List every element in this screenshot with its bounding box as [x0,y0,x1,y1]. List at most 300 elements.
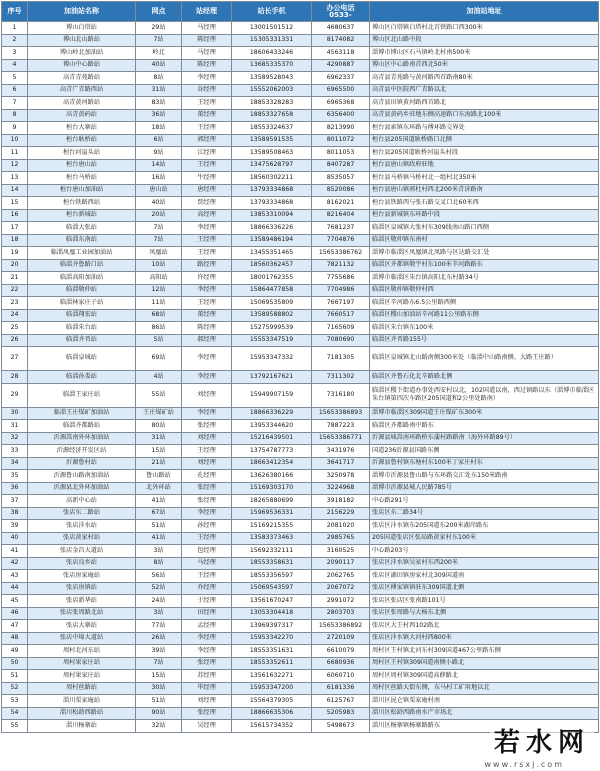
table-row [2,197,599,210]
table-row [2,47,599,60]
cell-mobile: 13001501512 [232,22,312,35]
cell-address: 张店区湖田镇房家村北309国道南 [370,570,599,583]
cell-manager: 王经理 [182,570,232,583]
cell-seq: 31 [2,420,28,433]
cell-mobile: 15069543597 [232,582,312,595]
cell-seq: 36 [2,482,28,495]
table-row [2,407,599,420]
cell-region: 高阳站 [136,272,182,285]
cell-address: 高青县黄码乡驻地东侧高速路口东海路北100米 [370,109,599,122]
cell-name: 周村果家庄站 [28,657,136,670]
cell-mobile: 18853328283 [232,97,312,110]
cell-seq: 54 [2,707,28,720]
cell-seq: 53 [2,695,28,708]
table-row [2,22,599,35]
cell-name: 桓台大寨站 [28,122,136,135]
table-row [2,657,599,670]
cell-region: 24站 [136,595,182,608]
cell-name: 周村北河东站 [28,645,136,658]
cell-seq: 2 [2,34,28,47]
cell-mobile: 13589508463 [232,147,312,160]
cell-region: 唐山站 [136,184,182,197]
cell-mobile: 15169303170 [232,482,312,495]
cell-mobile: 15953347200 [232,682,312,695]
cell-seq: 14 [2,184,28,197]
header-region: 网点 [136,2,182,22]
cell-mobile: 15553347519 [232,334,312,347]
cell-name: 沂源嵩南外环加油站 [28,432,136,445]
cell-mobile: 15949907159 [232,383,312,407]
cell-mobile: 13953344620 [232,420,312,433]
cell-mobile: 13589528043 [232,72,312,85]
cell-manager: 郝经理 [182,334,232,347]
cell-office: 8011072 [312,134,370,147]
cell-address: 临淄区齐晋路155号 [370,334,599,347]
cell-region: 9站 [136,147,182,160]
cell-mobile: 13853310094 [232,209,312,222]
cell-mobile: 18866635306 [232,707,312,720]
cell-address: 张店区张周路与大杨东北侧 [370,607,599,620]
cell-seq: 10 [2,134,28,147]
cell-mobile: 13685335370 [232,59,312,72]
table-row [2,707,599,720]
cell-address: 沂源县鲁村镇东塘村东100米丁家庄村东 [370,457,599,470]
cell-mobile: 13589591535 [232,134,312,147]
cell-manager: 张经理 [182,420,232,433]
cell-office: 2090117 [312,557,370,570]
cell-address: 桓台县唐山镇政府驻地 [370,159,599,172]
cell-mobile: 13754787773 [232,445,312,458]
cell-mobile: 18853327658 [232,109,312,122]
cell-office: 7755686 [312,272,370,285]
cell-region: 8站 [136,557,182,570]
cell-seq: 17 [2,222,28,235]
cell-manager: 李经理 [182,222,232,235]
table-row [2,445,599,458]
cell-office: 4563118 [312,47,370,60]
cell-manager: 郭经理 [182,134,232,147]
cell-region: 41站 [136,532,182,545]
cell-office: 6060710 [312,670,370,683]
cell-office: 2803703 [312,607,370,620]
header-name: 加油站名称 [28,2,136,22]
cell-name: 临淄齐晋站 [28,334,136,347]
table-row [2,383,599,407]
cell-name: 张店沣水站 [28,520,136,533]
cell-address: 临淄区辛河路东6.5公里路西侧 [370,297,599,310]
cell-mobile: 18560302211 [232,172,312,185]
cell-name: 桓台马桥站 [28,172,136,185]
table-row [2,222,599,235]
cell-seq: 3 [2,47,28,60]
cell-address: 桓台县205国道耿桥路口北侧 [370,134,599,147]
cell-region: 北外环站 [136,482,182,495]
cell-region: 51站 [136,520,182,533]
cell-address: 张店区张店区张南路101号 [370,595,599,608]
header-office-line2: 0533- [329,10,352,19]
cell-address: 桓台县唐山镇郭杜村西北200米青济路南 [370,184,599,197]
cell-address: 中心路203号 [370,545,599,558]
table-row [2,347,599,371]
cell-name: 临淄东南站 [28,234,136,247]
cell-manager: 李经理 [182,284,232,297]
cell-mobile: 18265880699 [232,495,312,508]
cell-mobile: 15552062003 [232,84,312,97]
cell-region: 26站 [136,632,182,645]
cell-office: 3431976 [312,445,370,458]
cell-manager: 吴经理 [182,720,232,733]
table-body [2,22,599,733]
cell-name: 桓台耿桥站 [28,134,136,147]
cell-address: 博山区白塔镇白塔村北首铁路口西300米 [370,22,599,35]
table-row [2,371,599,384]
cell-mobile: 15275999539 [232,322,312,335]
cell-region: 68站 [136,309,182,322]
cell-address: 淄博市临淄区凤凰镇北凤路与区达路交汇处 [370,247,599,260]
cell-mobile: 18606433246 [232,47,312,60]
cell-mobile: 13053304418 [232,607,312,620]
cell-mobile: 15953342270 [232,632,312,645]
cell-address: 张店区沣水镇大河村西800米 [370,632,599,645]
cell-seq: 52 [2,682,28,695]
cell-address: 临淄区敬仲镇敬仲村西 [370,284,599,297]
table-row [2,470,599,483]
cell-name: 高青青苑路站 [28,72,136,85]
cell-manager: 江经理 [182,147,232,160]
cell-region: 40站 [136,197,182,210]
cell-mobile: 15615734352 [232,720,312,733]
cell-name: 高新中心站 [28,495,136,508]
cell-mobile: 13561670247 [232,595,312,608]
cell-address: 博山区北山路中段 [370,34,599,47]
cell-manager: 李经理 [182,507,232,520]
header-manager: 站经理 [182,2,232,22]
cell-seq: 40 [2,532,28,545]
cell-name: 博山中心路站 [28,59,136,72]
cell-office: 8520086 [312,184,370,197]
table-row [2,457,599,470]
cell-address: 桓台县205国道耿桥河崖头村段 [370,147,599,160]
header-mobile: 站长手机 [232,2,312,22]
cell-address: 张店区大王村西102路北 [370,620,599,633]
cell-address: 临淄区皇城镇大张村东309线南山路口西侧 [370,222,599,235]
cell-seq: 50 [2,657,28,670]
cell-seq: 19 [2,247,28,260]
cell-manager: 刘经理 [182,695,232,708]
cell-office: 6965500 [312,84,370,97]
cell-seq: 28 [2,371,28,384]
cell-manager: 陈经理 [182,322,232,335]
cell-region: 10站 [136,259,182,272]
cell-mobile: 13793334868 [232,184,312,197]
cell-mobile: 18553356597 [232,570,312,583]
cell-name: 沂源县北外环加油站 [28,482,136,495]
cell-region: 鲁山路站 [136,470,182,483]
cell-manager: 路经理 [182,259,232,272]
cell-name: 张店良乡站 [28,557,136,570]
cell-address: 淄博市沂源县鲁山路与东环路交汇处东150米路南 [370,470,599,483]
cell-region: 40站 [136,59,182,72]
cell-address: 沂源县城嵩南环路桥东蒲村路路南（海外环路89号） [370,432,599,445]
table-row [2,247,599,260]
cell-manager: 贾经理 [182,197,232,210]
table-row [2,632,599,645]
cell-name: 临淄林家庄子站 [28,297,136,310]
cell-manager: 王经理 [182,297,232,310]
cell-address: 淄川区杨寨镇杨寨路路东 [370,720,599,733]
cell-seq: 30 [2,407,28,420]
cell-address: 博山区中心路南首西北50米 [370,59,599,72]
cell-name: 临淄王家庄站 [28,383,136,407]
cell-address: 临淄区齐鲁石化北辛路路北侧 [370,371,599,384]
cell-mobile: 13792167621 [232,371,312,384]
cell-name: 张店房家庵站 [28,570,136,583]
cell-seq: 48 [2,632,28,645]
cell-manager: 刘经理 [182,383,232,407]
cell-office: 7704876 [312,234,370,247]
cell-office: 15653386771 [312,432,370,445]
cell-region: 86站 [136,322,182,335]
cell-seq: 12 [2,159,28,172]
cell-office: 2720109 [312,632,370,645]
cell-mobile: 13589588802 [232,309,312,322]
cell-region: 15站 [136,445,182,458]
cell-office: 5498673 [312,720,370,733]
cell-seq: 13 [2,172,28,185]
cell-office: 3224968 [312,482,370,495]
cell-address: 周村区周村镇309国道高薛路北 [370,670,599,683]
cell-manager: 王经理 [182,234,232,247]
cell-office: 7181305 [312,347,370,371]
cell-mobile: 13561632271 [232,670,312,683]
cell-office: 2991072 [312,595,370,608]
cell-seq: 22 [2,284,28,297]
cell-seq: 27 [2,347,28,371]
cell-seq: 44 [2,582,28,595]
cell-address: 桓台县铁路西与张石路交叉口北60米西 [370,197,599,210]
table-row [2,645,599,658]
cell-manager: 毕经理 [182,682,232,695]
cell-mobile: 13455351465 [232,247,312,260]
cell-region: 56站 [136,570,182,583]
cell-region: 14站 [136,159,182,172]
cell-seq: 7 [2,97,28,110]
cell-mobile: 15169215355 [232,520,312,533]
cell-mobile: 18663412354 [232,457,312,470]
cell-region: 7站 [136,34,182,47]
cell-office: 7704986 [312,284,370,297]
table-row [2,334,599,347]
cell-region: 6站 [136,134,182,147]
cell-seq: 37 [2,495,28,508]
cell-name: 沂源经济开发区站 [28,445,136,458]
cell-name: 博山北山路站 [28,34,136,47]
table-row [2,507,599,520]
table-row [2,72,599,85]
table-row [2,420,599,433]
table-row [2,122,599,135]
cell-office: 15653386892 [312,620,370,633]
cell-office: 2062765 [312,570,370,583]
cell-mobile: 13583373463 [232,532,312,545]
cell-address: 桓台县马桥镇马桥村北一组村北350米 [370,172,599,185]
table-row [2,147,599,160]
header-office-line1: 办公电话 [326,3,355,12]
cell-manager: 李经理 [182,347,232,371]
cell-seq: 8 [2,109,28,122]
cell-seq: 51 [2,670,28,683]
cell-name: 临淄凤凰工业园加油站 [28,247,136,260]
cell-address: 周村区王村镇309国道南侧小路北 [370,657,599,670]
table-row [2,234,599,247]
cell-seq: 4 [2,59,28,72]
cell-region: 80站 [136,420,182,433]
cell-manager: 李经理 [182,645,232,658]
table-row [2,322,599,335]
cell-name: 张店黄家村站 [28,532,136,545]
cell-manager: 张经理 [182,707,232,720]
cell-office: 8162021 [312,197,370,210]
cell-name: 桓台铁路西站 [28,197,136,210]
cell-region: 7站 [136,657,182,670]
cell-mobile: 15564379305 [232,695,312,708]
cell-address: 周村区王村镇北河东村309国道467公里路东侧 [370,645,599,658]
watermark-logo: 若水网 [490,722,594,759]
cell-name: 沂源鲁山路南加油站 [28,470,136,483]
cell-manager: 张经理 [182,657,232,670]
cell-address: 高青县中医院西广青路以北 [370,84,599,97]
cell-name: 张店东二路站 [28,507,136,520]
table-row [2,570,599,583]
cell-mobile: 15305331331 [232,34,312,47]
cell-address: 临淄区稷下街道办事处西安村以北，102国道以南，西过镇路以东（淄博市临淄区朱台镇第四次车路区205国道和2公里处路南） [370,383,599,407]
table-row [2,272,599,285]
cell-address: 淄博市临淄区朱台镇高阳北东村路34号 [370,272,599,285]
header-address: 加油站地址 [370,2,599,22]
cell-manager: 马经理 [182,22,232,35]
cell-mobile: 18553352611 [232,657,312,670]
cell-name: 临淄朱台站 [28,322,136,335]
cell-manager: 王经理 [182,122,232,135]
cell-seq: 32 [2,432,28,445]
cell-seq: 11 [2,147,28,160]
cell-office: 8535057 [312,172,370,185]
cell-office: 7165609 [312,322,370,335]
cell-name: 沂源鲁村站 [28,457,136,470]
cell-name: 临淄高阳加油站 [28,272,136,285]
cell-region: 岭北 [136,47,182,60]
cell-region: 8站 [136,72,182,85]
cell-office: 3160525 [312,545,370,558]
cell-office: 8174082 [312,34,370,47]
cell-address: 淄博市沂源县城人民路785号 [370,482,599,495]
cell-seq: 15 [2,197,28,210]
table-row [2,184,599,197]
cell-seq: 33 [2,445,28,458]
cell-mobile: 18560362457 [232,259,312,272]
cell-name: 临淄王庄煤矿加油站 [28,407,136,420]
cell-office: 7316180 [312,383,370,407]
cell-mobile: 13626380166 [232,470,312,483]
cell-address: 205国道张店区张局路黄家村东100米 [370,532,599,545]
cell-mobile: 13589486194 [232,234,312,247]
cell-name: 高青广青路西站 [28,84,136,97]
header-office [312,2,370,22]
cell-region: 7站 [136,222,182,235]
cell-manager: 于经理 [182,595,232,608]
cell-seq: 43 [2,570,28,583]
cell-office: 7311302 [312,371,370,384]
cell-region: 36站 [136,109,182,122]
cell-manager: 张经理 [182,482,232,495]
cell-mobile: 18866336226 [232,222,312,235]
cell-name: 张店大寨站 [28,620,136,633]
cell-address: 淄川区昆仑镇栗家庵村南 [370,695,599,708]
cell-region: 20站 [136,209,182,222]
cell-name: 张店张周路北站 [28,607,136,620]
cell-mobile: 18001762355 [232,272,312,285]
table-row [2,557,599,570]
cell-office: 6962337 [312,72,370,85]
cell-seq: 9 [2,122,28,135]
cell-office: 7080690 [312,334,370,347]
cell-seq: 55 [2,720,28,733]
table-row [2,607,599,620]
cell-region: 90站 [136,707,182,720]
cell-seq: 42 [2,557,28,570]
cell-region: 29站 [136,22,182,35]
cell-office: 3918182 [312,495,370,508]
cell-name: 临淄翔宏站 [28,309,136,322]
cell-name: 临淄孙娄站 [28,371,136,384]
cell-name: 淄川杨寨站 [28,720,136,733]
cell-name: 淄川栗家庵站 [28,695,136,708]
cell-seq: 24 [2,309,28,322]
table-row [2,432,599,445]
cell-region: 69站 [136,347,182,371]
cell-manager: 田经理 [182,607,232,620]
cell-seq: 45 [2,595,28,608]
cell-name: 临淄皇城站 [28,347,136,371]
cell-office: 7660517 [312,309,370,322]
cell-office: 7667197 [312,297,370,310]
cell-manager: 高经理 [182,209,232,222]
cell-office: 15653386762 [312,247,370,260]
cell-manager: 谷经理 [182,84,232,97]
cell-address: 周村区丝路大街东侧，东马村工矿用地以北 [370,682,599,695]
cell-name: 高青黄河路站 [28,97,136,110]
table-row [2,34,599,47]
cell-mobile: 15216439501 [232,432,312,445]
cell-name: 临淄大张站 [28,222,136,235]
table-row [2,482,599,495]
cell-mobile: 18553324637 [232,122,312,135]
cell-office: 7887223 [312,420,370,433]
cell-mobile: 15692332111 [232,545,312,558]
table-row [2,620,599,633]
cell-address: 张店区沣水镇吴家村东西200米 [370,557,599,570]
cell-region: 41站 [136,495,182,508]
cell-seq: 23 [2,297,28,310]
gas-station-table [1,1,599,733]
table-row [2,520,599,533]
cell-region: 18站 [136,122,182,135]
cell-address: 桓台县索镇东环路与傅环路交界处 [370,122,599,135]
cell-seq: 39 [2,520,28,533]
table-row [2,297,599,310]
table-row [2,159,599,172]
cell-office: 2067072 [312,582,370,595]
